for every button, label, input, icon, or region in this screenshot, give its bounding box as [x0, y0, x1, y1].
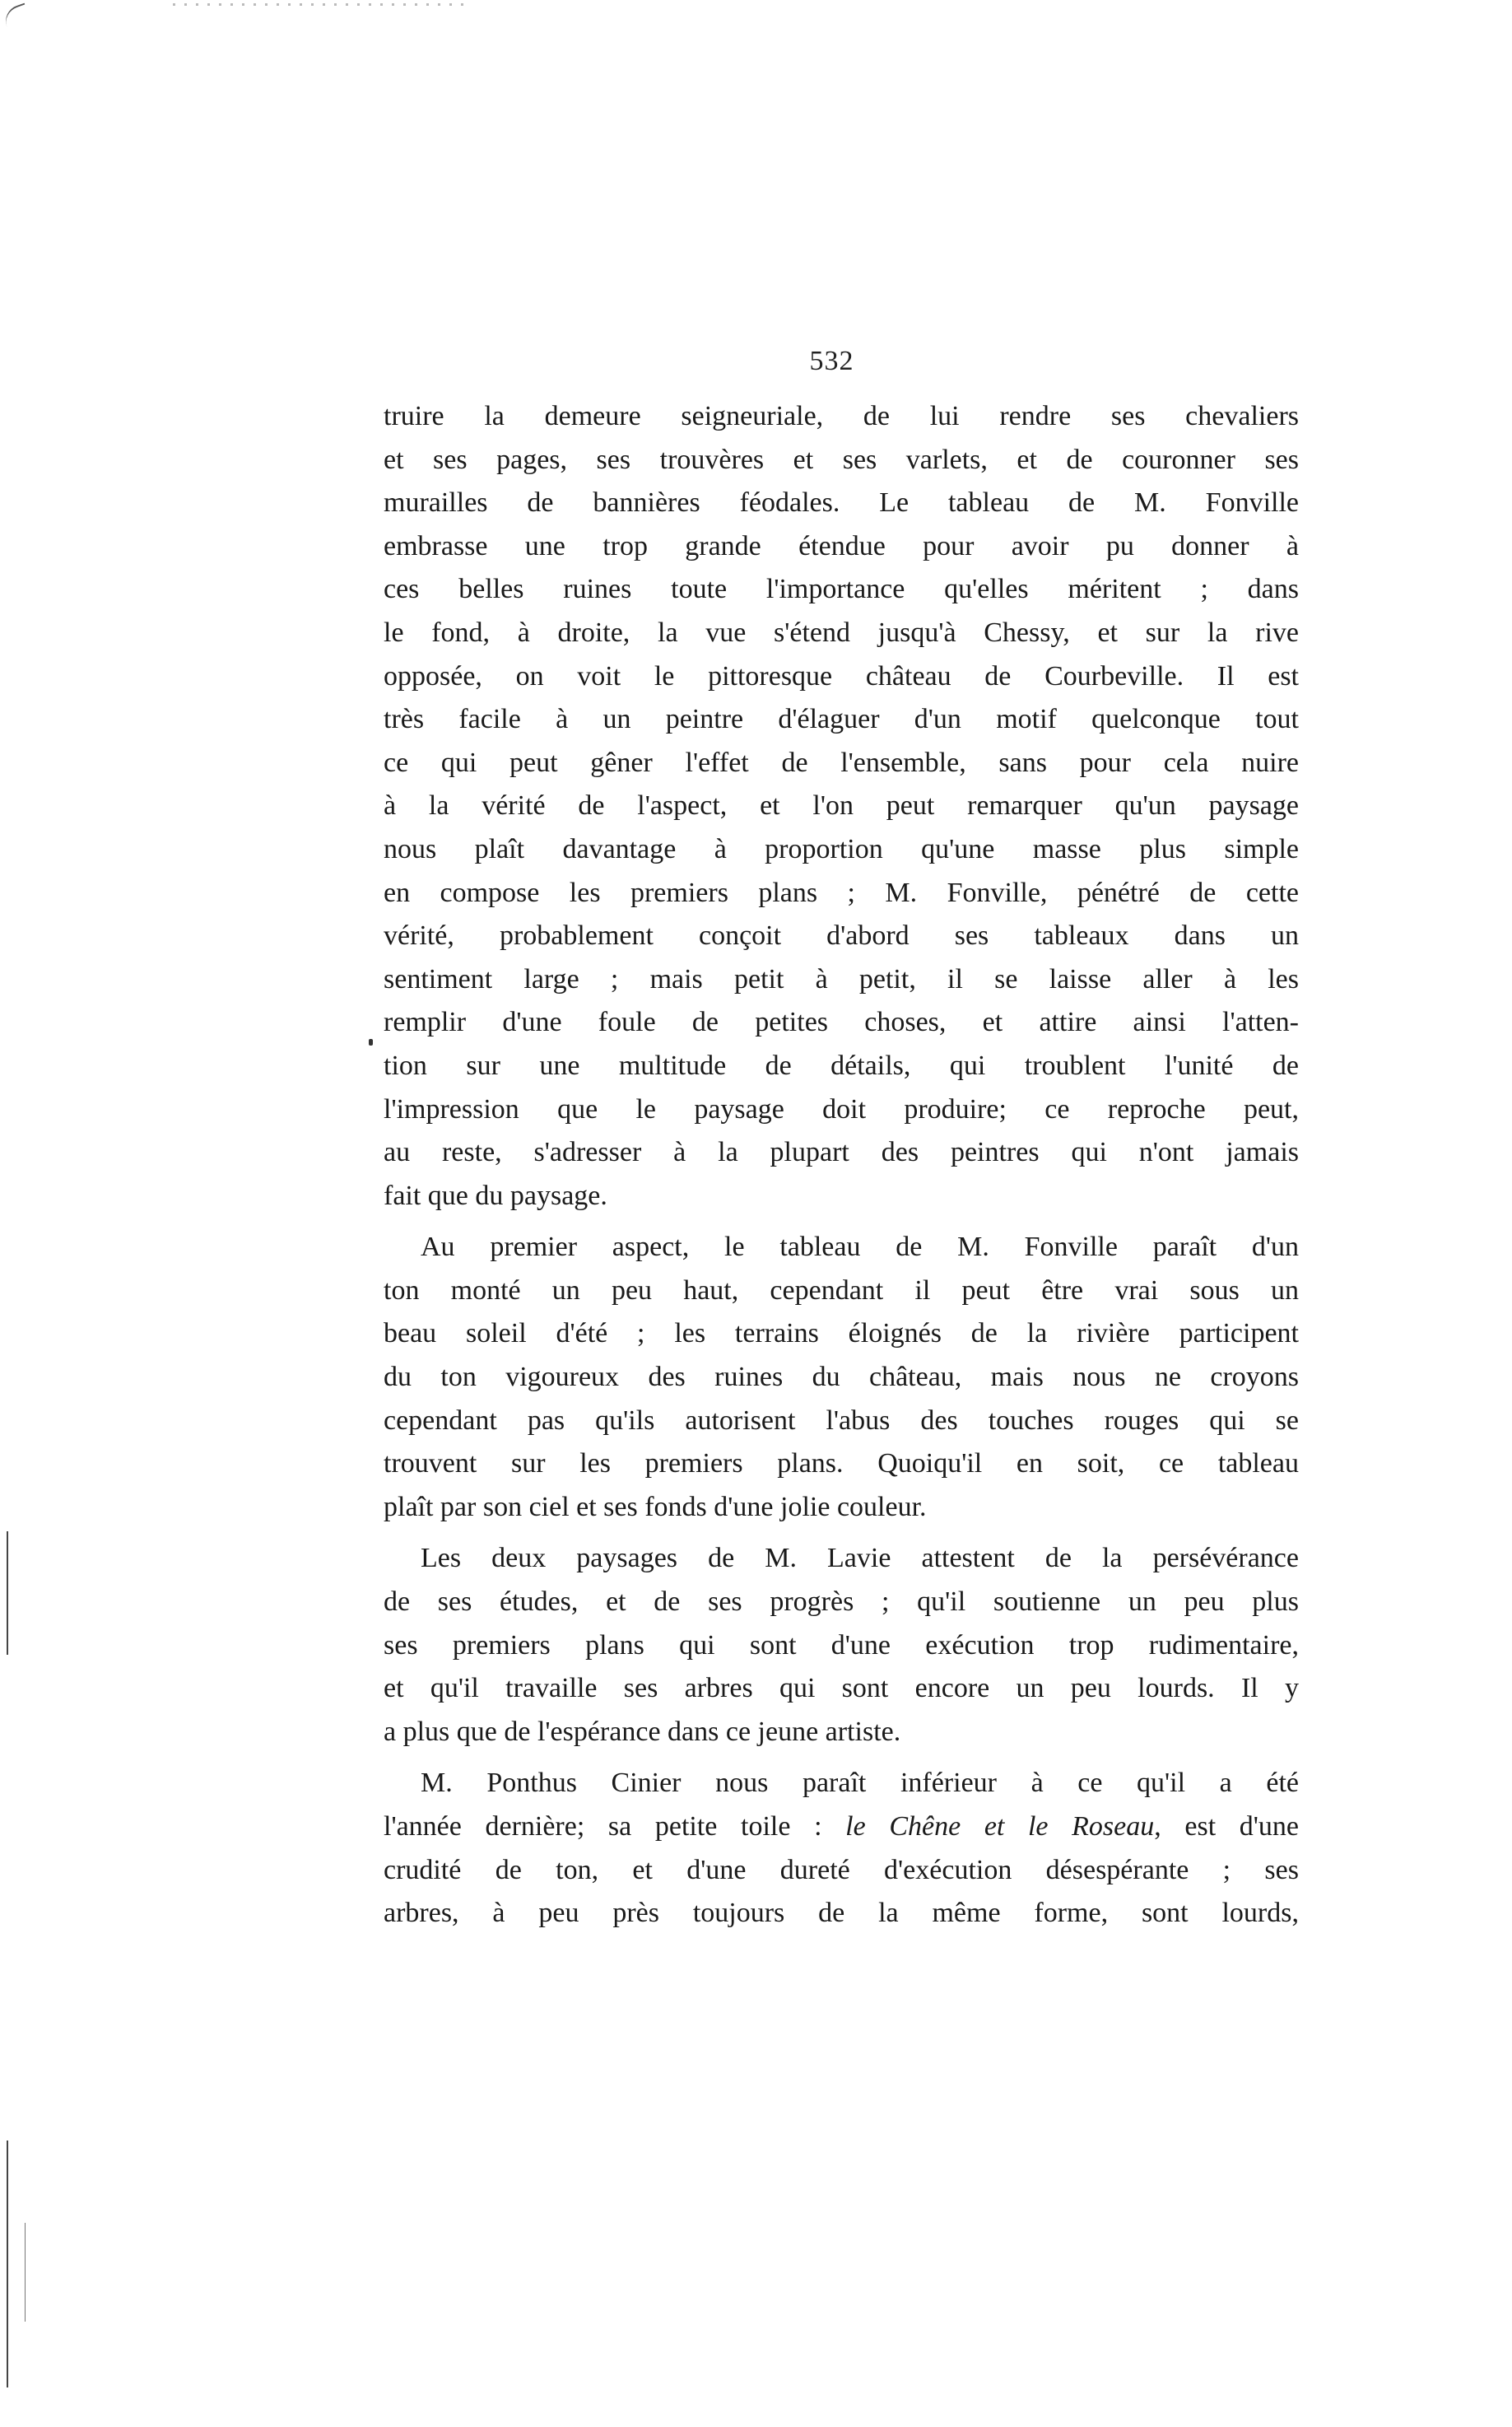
text-line: beau soleil d'été ; les terrains éloignés de la rivière participent	[384, 1318, 1299, 1349]
text-line: ce qui peut gêner l'effet de l'ensemble, sans pour cela nuire	[384, 747, 1299, 778]
paragraph-gap	[384, 1754, 1299, 1762]
text-line: ton monté un peu haut, cependant il peut être vrai sous un	[384, 1274, 1299, 1306]
text-line: M. Ponthus Cinier nous paraît inférieur à ce qu'il a été	[421, 1768, 1299, 1799]
text-line: plaît par son ciel et ses fonds d'une jolie couleur.	[384, 1491, 927, 1522]
text-line: de ses études, et de ses progrès ; qu'il soutienne un peu plus	[384, 1586, 1299, 1618]
text-line: très facile à un peintre d'élaguer d'un motif quelconque tout	[384, 704, 1299, 735]
text-line: Les deux paysages de M. Lavie attestent de la persévérance	[421, 1543, 1299, 1574]
text-line: le fond, à droite, la vue s'étend jusqu'à Chessy, et sur la rive	[384, 617, 1299, 648]
text-line: crudité de ton, et d'une dureté d'exécution désespérante ; ses	[384, 1854, 1299, 1885]
text-line: murailles de bannières féodales. Le tableau de M. Fonville	[384, 487, 1299, 519]
text-line: Au premier aspect, le tableau de M. Fonville paraît d'un	[421, 1232, 1299, 1263]
text-line: cependant pas qu'ils autorisent l'abus des touches rouges qui se	[384, 1404, 1299, 1436]
paragraph-gap	[384, 1529, 1299, 1537]
text-line-with-title	[384, 1805, 1299, 1849]
text-line: et qu'il travaille ses arbres qui sont encore un peu lourds. Il y	[384, 1673, 1299, 1704]
text-line: a plus que de l'espérance dans ce jeune artiste.	[384, 1716, 901, 1747]
text-line: fait que du paysage.	[384, 1180, 607, 1211]
text-line: en compose les premiers plans ; M. Fonville, pénétré de cette	[384, 877, 1299, 908]
text-line: opposée, on voit le pittoresque château de Courbeville. Il est	[384, 660, 1299, 692]
margin-dot	[369, 1039, 373, 1046]
body-text	[384, 395, 1299, 1936]
text-line: ses premiers plans qui sont d'une exécution trop rudimentaire,	[384, 1629, 1299, 1661]
left-margin-line	[25, 2223, 26, 2322]
text-line: tion sur une multitude de détails, qui troublent l'unité de	[384, 1050, 1299, 1081]
left-margin-line	[7, 1531, 8, 1655]
text-line: arbres, à peu près toujours de la même forme, sont lourds,	[384, 1898, 1299, 1929]
text-fragment: l'année dernière; sa petite toile :	[384, 1811, 846, 1842]
text-line: sentiment large ; mais petit à petit, il se laisse aller à les	[384, 963, 1299, 995]
text-line: embrasse une trop grande étendue pour avoir pu donner à	[384, 530, 1299, 561]
text-line: du ton vigoureux des ruines du château, mais nous ne croyons	[384, 1362, 1299, 1393]
text-line: truire la demeure seigneuriale, de lui rendre ses chevaliers	[384, 401, 1299, 431]
text-fragment: , est d'une	[1154, 1811, 1299, 1842]
left-margin-line	[7, 2141, 8, 2387]
text-line: vérité, probablement conçoit d'abord ses tableaux dans un	[384, 920, 1299, 952]
corner-scan-mark	[1, 2, 30, 26]
page-number: 532	[809, 346, 854, 376]
text-line: ces belles ruines toute l'importance qu'elles méritent ; dans	[384, 574, 1299, 605]
text-line: et ses pages, ses trouvères et ses varlets, et de couronner ses	[384, 444, 1299, 475]
text-line: trouvent sur les premiers plans. Quoiqu'il en soit, ce tableau	[384, 1448, 1299, 1479]
top-edge-marks	[173, 3, 469, 6]
text-line: à la vérité de l'aspect, et l'on peut remarquer qu'un paysage	[384, 790, 1299, 822]
artwork-title: le Chêne et le Roseau	[845, 1811, 1155, 1842]
text-line: au reste, s'adresser à la plupart des peintres qui n'ont jamais	[384, 1137, 1299, 1168]
text-line: remplir d'une foule de petites choses, et attire ainsi l'atten-	[384, 1007, 1299, 1038]
paragraph-gap	[384, 1218, 1299, 1226]
text-line: l'impression que le paysage doit produire; ce reproche peut,	[384, 1093, 1299, 1125]
text-line: nous plaît davantage à proportion qu'une masse plus simple	[384, 833, 1299, 864]
